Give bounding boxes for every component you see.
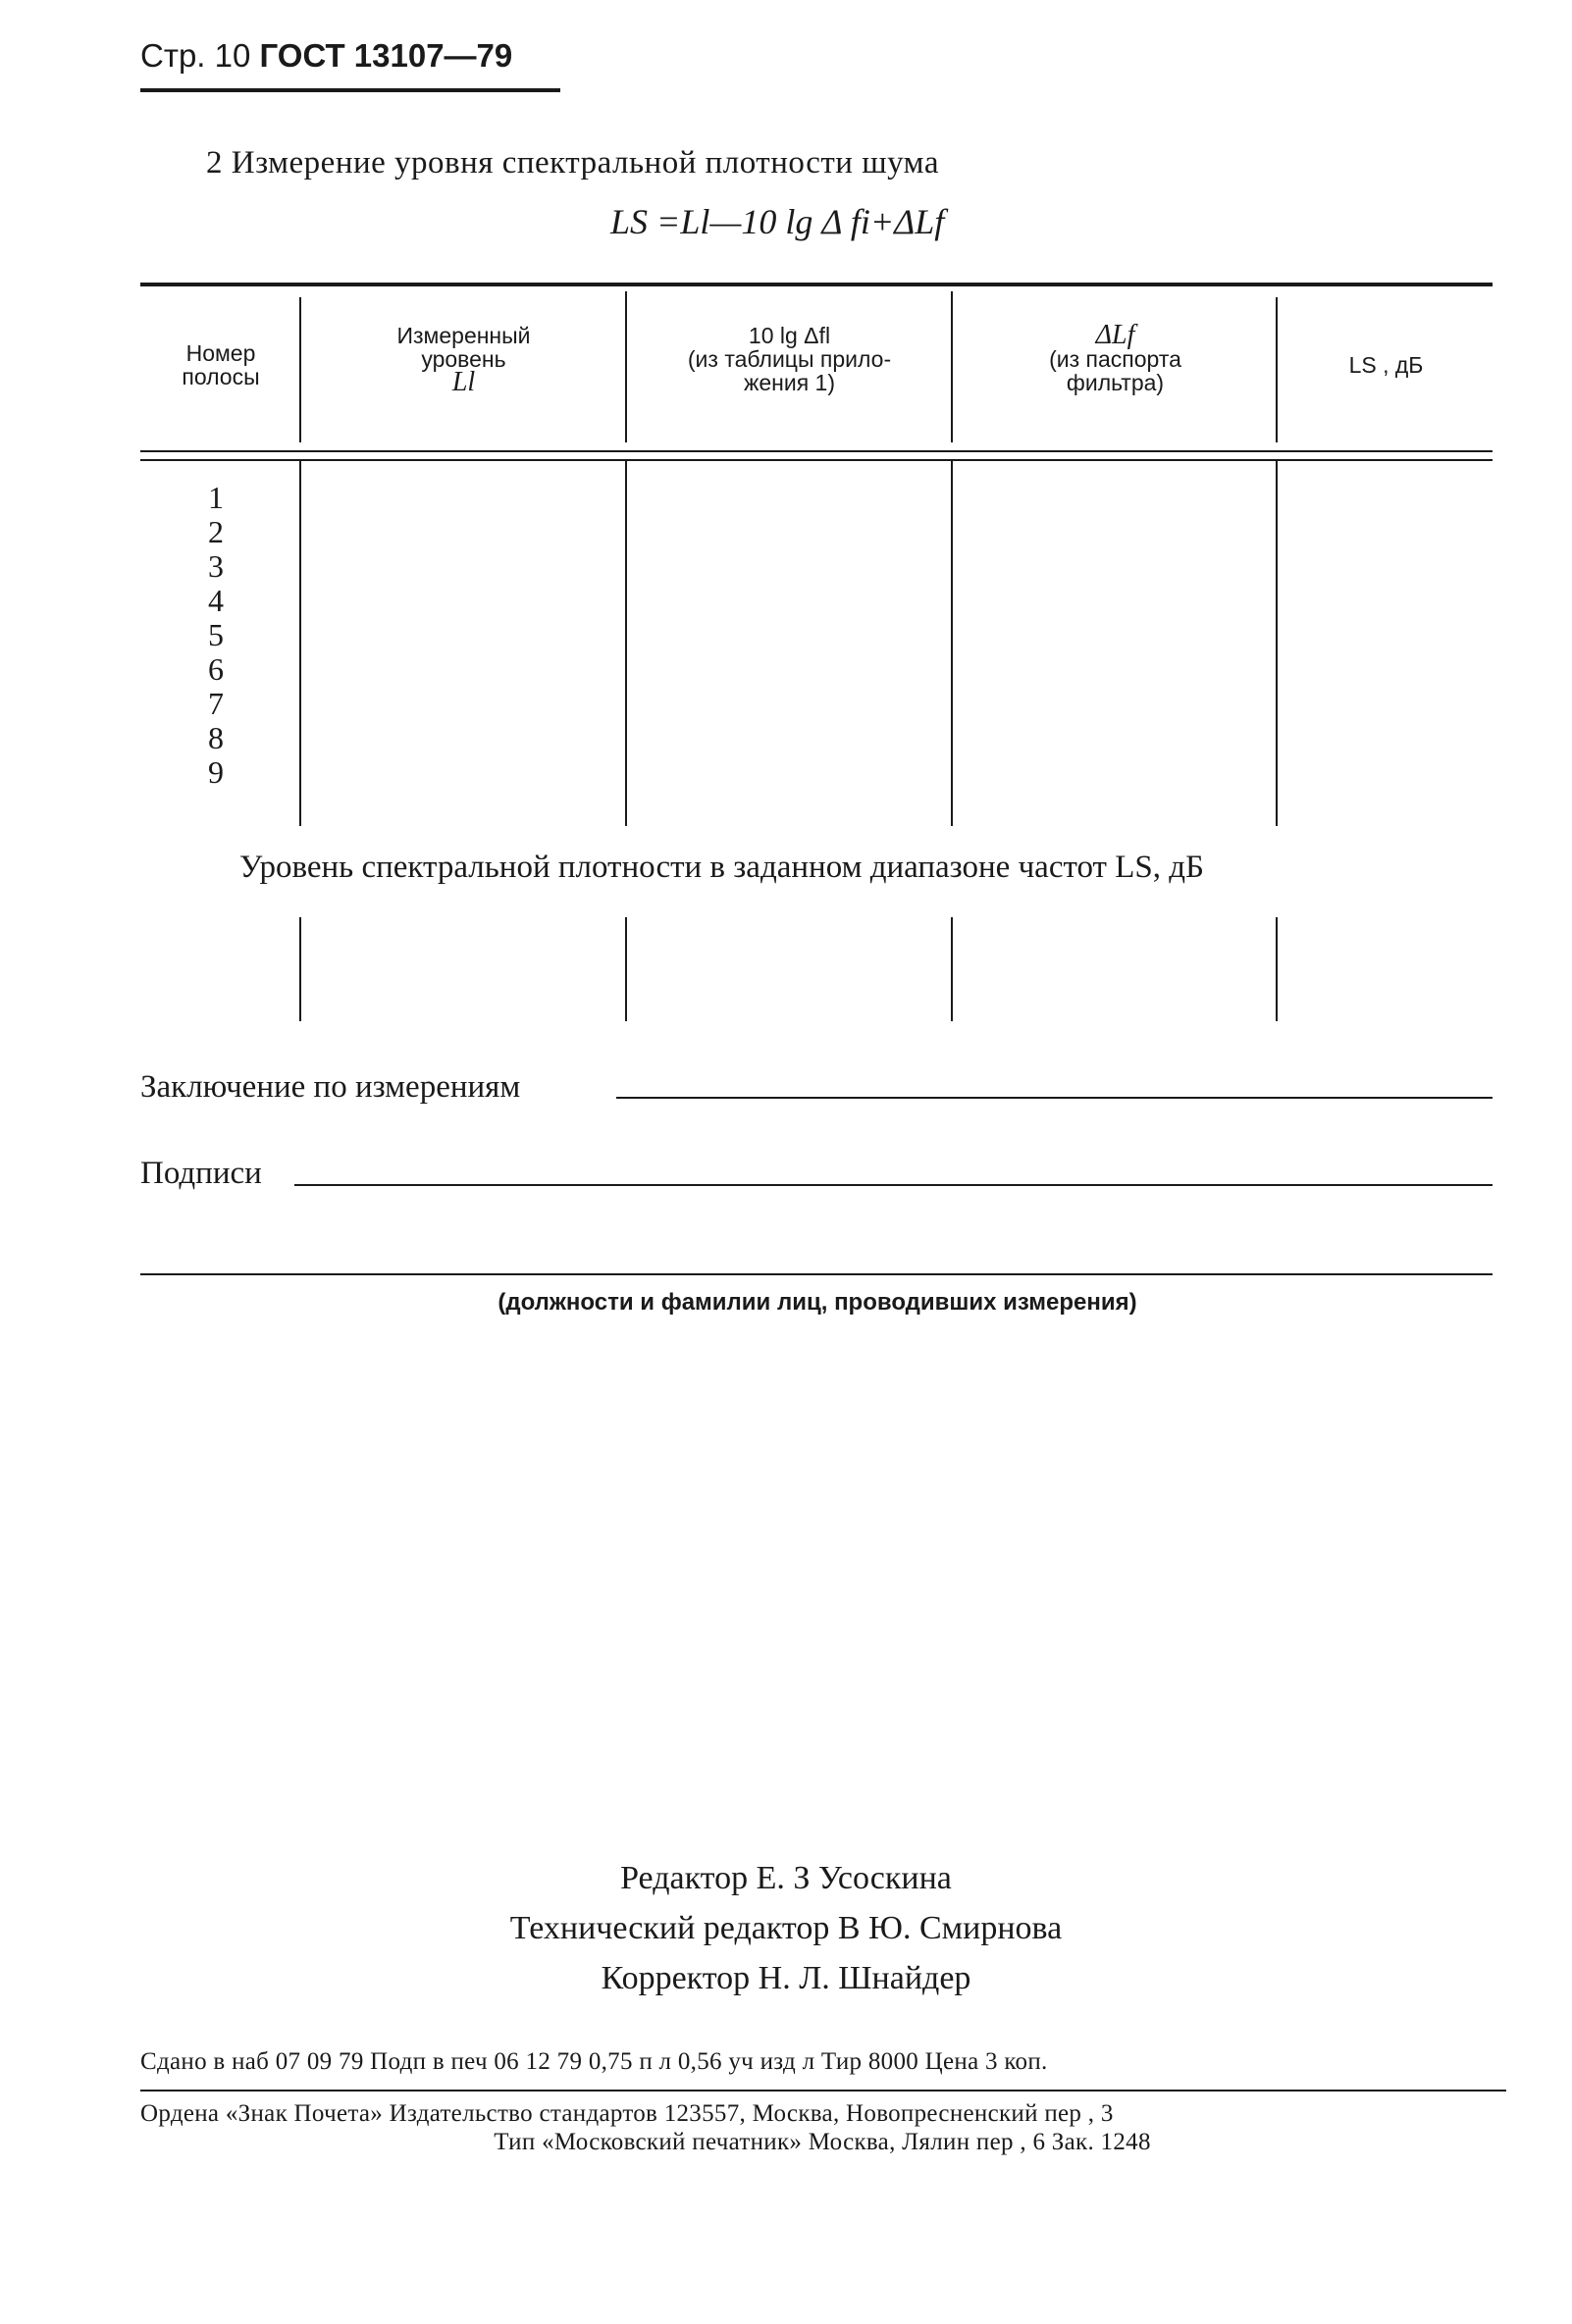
- formula: LS =Ll—10 lg Δ fi+ΔLf: [610, 202, 945, 241]
- header-spectral-level: [1281, 353, 1492, 377]
- credit-proofreader: Корректор Н. Л. Шнайдер: [601, 1960, 971, 1996]
- table-header-rule-2: [140, 459, 1493, 461]
- section-title: 2 Измерение уровня спектральной плотности шума: [206, 145, 939, 181]
- conclusion-label: Заключение по измерениям: [140, 1069, 521, 1105]
- conclusion-line: [616, 1097, 1493, 1099]
- imprint-line: Тип «Московский печатник» Москва, Лялин пер , 6 Зак. 1248: [494, 2129, 1151, 2155]
- header-symbol: ΔLf: [1095, 320, 1135, 350]
- column-divider: [625, 461, 627, 826]
- column-divider: [1276, 461, 1278, 826]
- band-number: 5: [208, 617, 224, 652]
- band-number: 1: [208, 480, 224, 515]
- column-divider: [299, 297, 301, 442]
- credit-editor: Редактор Е. З Усоскина: [620, 1860, 952, 1896]
- page-label: Стр. 10: [140, 37, 251, 74]
- header-line: жения 1): [743, 370, 836, 395]
- column-divider: [625, 917, 627, 1021]
- band-number: 6: [208, 651, 224, 687]
- header-band-number: [147, 341, 294, 388]
- column-divider: [951, 917, 953, 1021]
- column-divider: [1276, 917, 1278, 1021]
- imprint-line: Ордена «Знак Почета» Издательство стандартов 123557, Москва, Новопресненский пер , 3: [140, 2100, 1114, 2127]
- signatures-label: Подписи: [140, 1156, 262, 1191]
- header-measured-level: [304, 323, 623, 397]
- signature-line: [140, 1273, 1493, 1275]
- column-divider: [625, 291, 627, 442]
- column-divider: [1276, 297, 1278, 442]
- standard-number: ГОСТ 13107—79: [259, 37, 513, 74]
- header-filter-correction: [956, 320, 1275, 395]
- band-number: 9: [208, 754, 224, 790]
- header-line: (из паспорта: [1049, 346, 1181, 372]
- band-number: 2: [208, 514, 224, 549]
- header-line: (из таблицы прило-: [687, 346, 892, 372]
- band-number: 7: [208, 686, 224, 721]
- credit-tech-editor: Технический редактор В Ю. Смирнова: [509, 1910, 1063, 1946]
- header-line: Номер: [185, 340, 256, 366]
- header-rule: [140, 88, 560, 92]
- running-head: [140, 37, 512, 75]
- band-number: 8: [208, 720, 224, 755]
- header-symbol: Ll: [451, 367, 476, 397]
- column-divider: [951, 461, 953, 826]
- header-line: уровень: [421, 346, 506, 372]
- column-divider: [299, 917, 301, 1021]
- imprint-rule: [140, 2090, 1506, 2092]
- header-bandwidth-correction: [630, 324, 949, 394]
- table-top-rule: [140, 283, 1493, 286]
- header-line: 10 lg Δfl: [748, 323, 831, 348]
- header-line: LS , дБ: [1348, 352, 1424, 378]
- imprint-line: Сдано в наб 07 09 79 Подп в печ 06 12 79 0,75 п л 0,56 уч изд л Тир 8000 Цена 3 коп.: [140, 2048, 1048, 2075]
- signature-line: [294, 1184, 1493, 1186]
- band-number: 4: [208, 583, 224, 618]
- header-line: Измеренный: [396, 323, 531, 348]
- band-number: 3: [208, 548, 224, 584]
- table-header-rule-1: [140, 450, 1493, 452]
- header-line: полосы: [182, 364, 260, 389]
- signatures-caption: (должности и фамилии лиц, проводивших измерения): [498, 1289, 1137, 1316]
- column-divider: [951, 291, 953, 442]
- header-line: фильтра): [1066, 370, 1165, 395]
- column-divider: [299, 461, 301, 826]
- summary-label: Уровень спектральной плотности в заданном диапазоне частот LS, дБ: [239, 850, 1204, 885]
